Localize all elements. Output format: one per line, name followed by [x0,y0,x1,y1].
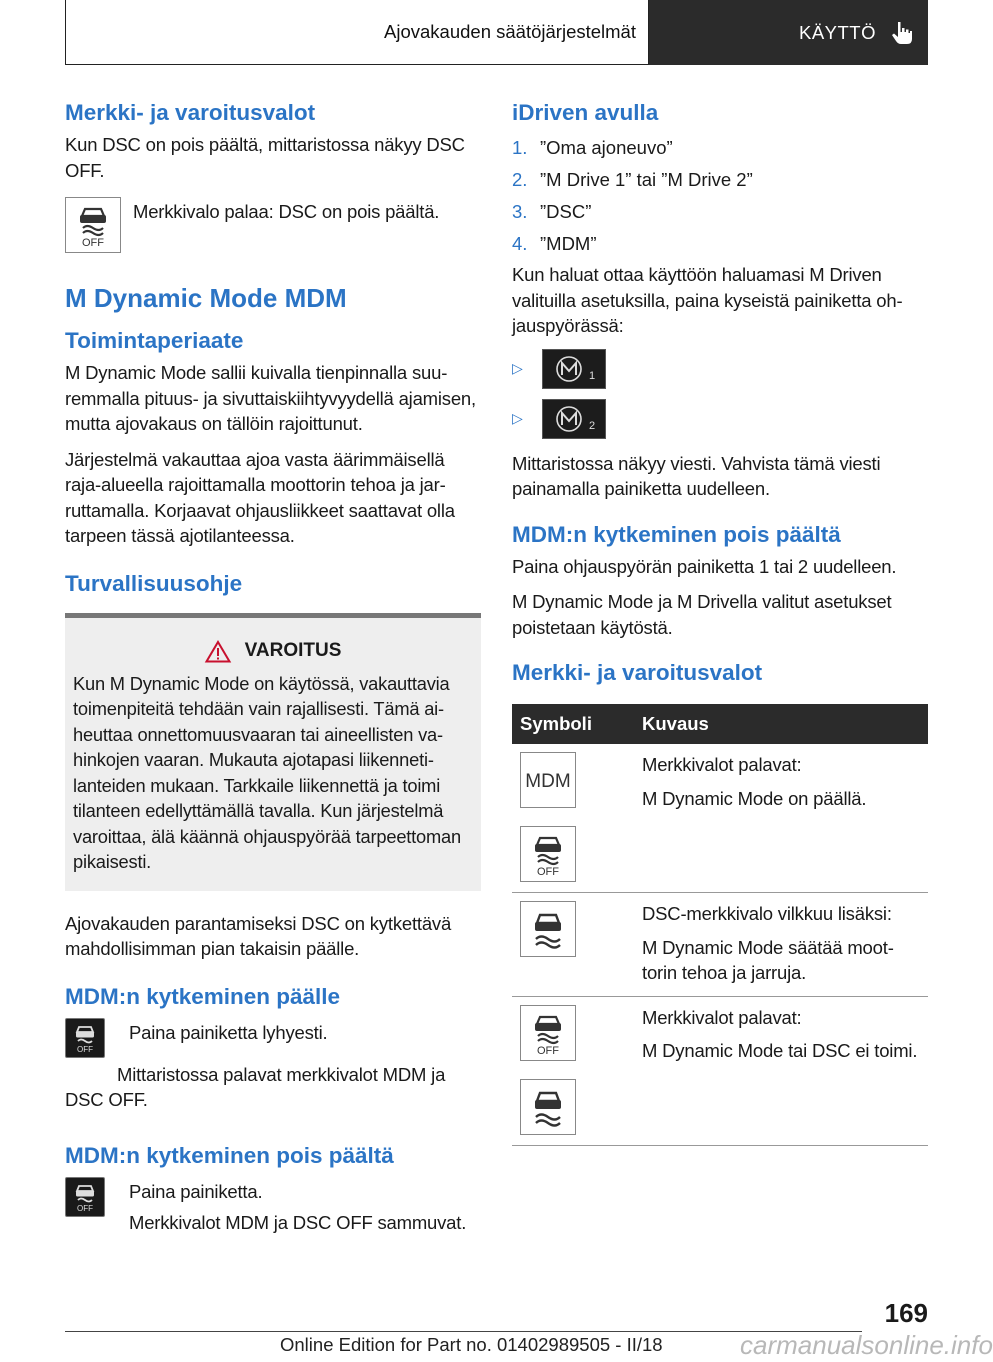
paragraph-principle-2: Järjestelmä vakauttaa ajoa vasta äärimmäisellä raja-alueella rajoittamalla moottorin tehoa ja jarruttamalla. Korjaavat ohjausliikkeet saattavat olla tarpeen tässä ajotilanteessa. [65,448,455,546]
description-line: M Dynamic Mode tai DSC ei toimi. [642,1040,918,1061]
hand-pointer-icon [890,20,914,46]
heading-idrive: iDriven avulla [512,100,659,125]
table-row [512,744,928,893]
m2-button-icon [542,399,606,439]
mdm-off-steps [117,1177,466,1236]
heading-mdm: M Dynamic Mode MDM [65,283,347,313]
heading-safety: Turvallisuusohje [65,570,243,596]
table-row [512,893,928,997]
step-number: 2. [512,169,528,190]
description-line: M Dynamic Mode säätää moottorin tehoa ja jarruja. [642,936,894,983]
description-cell [634,893,928,997]
page-number: 169 [884,1298,928,1328]
dsc-off-button-icon [65,1018,105,1058]
table-header-symbol: Symboli [512,704,634,744]
paragraph-off-1: Paina ohjauspyörän painiketta 1 tai 2 uudelleen. [512,555,897,577]
paragraph-principle-1: M Dynamic Mode sallii kuivalla tienpinnalla suuremmalla pituus- ja sivuttaiskiihtyvyydellä ajamisen, mutta ajovakaus on tällöin rajoittunut. [65,362,476,434]
dsc-off-indicator-icon [520,826,576,882]
table-header-description: Kuvaus [634,704,928,744]
mdm-off-step-2: Merkkivalot MDM ja DSC OFF sammuvat. [129,1212,467,1233]
left-column [65,100,481,1236]
heading-lights-table: Merkki- ja varoitusvalot [512,660,763,685]
warning-text: Kun M Dynamic Mode on käytössä, vakauttavia toimenpiteitä tehdään vain rajallisesti. Tämä aiheuttaa onnettomuusvaaran tai aineellisten vahinkojen vaaran. Mukauta ajotapasi liikennetilanteiden mukaan. Tarkkaile liikennettä ja toimi tilanteen edellyttämällä tavalla. Kun järjestelmä varoittaa, älä käännä ohjauspyörää tarpeettoman pikaisesti. [73,672,461,872]
indicator-table [512,704,928,1146]
heading-mdm-off-right: MDM:n kytkeminen pois päältä [512,521,841,547]
description-line: Merkkivalot palavat: [642,1006,802,1028]
page-header [65,0,928,65]
warning-triangle-icon [205,640,231,663]
off-label: OFF [537,866,559,878]
m1-sub-label: 1 [589,369,596,382]
m1-button-icon [542,349,606,389]
off-label: OFF [77,1044,93,1054]
paragraph-apply: Kun haluat ottaa käyttöön haluamasi M Driven valituilla asetuksilla, paina kyseistä painiketta ohjauspyörässä: [512,264,903,336]
dsc-off-button-icon [65,1177,105,1217]
symbol-cell [512,893,634,997]
mdm-on-step-1: Paina painiketta lyhyesti. [129,1021,328,1043]
m2-button-row [512,399,928,439]
description-line: DSC-merkkivalo vilkkuu lisäksi: [642,903,892,924]
step-item [512,164,928,196]
dsc-off-note [65,197,481,253]
mdm-off-step-1: Paina painiketta. [129,1180,263,1202]
heading-mdm-off: MDM:n kytkeminen pois päältä [65,1142,394,1168]
off-label: OFF [537,1044,559,1057]
paragraph-stability: Ajovakauden parantamiseksi DSC on kytkettävä mahdollisimman pian takaisin päälle. [65,912,452,959]
mdm-label: MDM [525,771,571,792]
description-cell [634,996,928,1145]
bullet-triangle-icon: ▷ [512,410,523,426]
dsc-indicator-icon [520,901,576,957]
step-text: ”DSC” [540,201,592,222]
step-text: ”Oma ajoneuvo” [540,137,673,158]
m2-sub-label: 2 [589,419,596,432]
mdm-on-steps [117,1018,327,1046]
heading-principle: Toimintaperiaate [65,328,244,353]
warning-title-text: VAROITUS [244,640,342,661]
symbol-cell [512,996,634,1145]
chapter-title: KÄYTTÖ [798,21,876,43]
heading-warning-lights: Merkki- ja varoitusvalot [65,100,316,125]
step-text: ”MDM” [540,233,597,254]
step-item [512,132,928,164]
step-item [512,228,928,260]
warning-title [73,640,473,663]
section-title: Ajovakauden säätöjärjestelmät [65,0,649,65]
bullet-triangle-icon: ▷ [512,360,523,376]
off-label: OFF [77,1203,93,1213]
chapter-tab [649,0,928,65]
step-number: 3. [512,201,528,222]
right-column [512,100,928,1146]
table-row [512,996,928,1145]
heading-mdm-on: MDM:n kytkeminen päälle [65,983,341,1009]
symbol-cell [512,744,634,893]
description-cell [634,744,928,893]
step-number: 1. [512,137,528,158]
description-line: Merkkivalot palavat: [642,754,802,775]
edition-footer: Online Edition for Part no. 01402989505 - II/18 [280,1334,663,1355]
dsc-off-indicator-icon [520,1005,576,1061]
dsc-indicator-icon [520,1079,576,1135]
step-number: 4. [512,233,528,254]
warning-box [65,613,481,891]
idrive-steps [512,132,928,260]
step-text: ”M Drive 1” tai ”M Drive 2” [540,169,753,190]
mdm-off-instruction [65,1177,481,1236]
description-line: M Dynamic Mode on päällä. [642,787,867,809]
paragraph-off-2: M Dynamic Mode ja M Drivella valitut asetukset poistetaan käytöstä. [512,591,892,638]
paragraph-dsc-off: Kun DSC on pois päältä, mittaristossa näkyy DSC OFF. [65,134,465,181]
mdm-indicator-icon [520,752,576,808]
off-label: OFF [82,237,104,249]
mdm-on-instruction [65,1018,481,1058]
table-header-row [512,704,928,744]
mdm-on-step-2: Mittaristossa palavat merkkivalot MDM ja DSC OFF. [65,1063,446,1110]
dsc-off-indicator-icon [65,197,121,253]
dsc-off-note-text: Merkkivalo palaa: DSC on pois päältä. [133,201,440,222]
m1-button-row [512,349,928,389]
watermark: carmanualsonline.info [740,1330,993,1360]
paragraph-confirm: Mittaristossa näkyy viesti. Vahvista tämä viesti painamalla painiketta uudelleen. [512,452,881,499]
step-item [512,196,928,228]
